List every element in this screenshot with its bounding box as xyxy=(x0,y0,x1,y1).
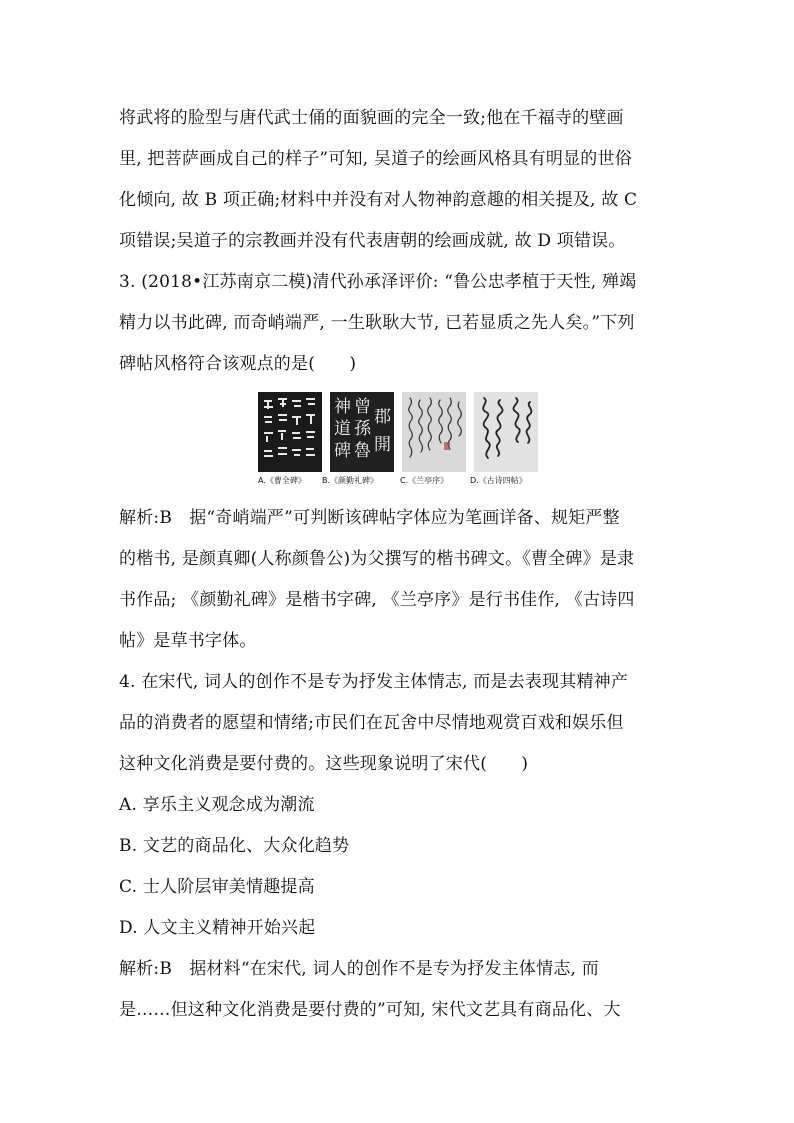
text-line: 碑帖风格符合该观点的是( ) xyxy=(119,354,357,374)
option-b: B. 文艺的商品化、大众化趋势 xyxy=(119,836,350,856)
caption-d: D.《古诗四帖》 xyxy=(470,476,527,485)
option-c: C. 士人阶层审美情趣提高 xyxy=(119,877,315,897)
answer-analysis-4: 解析:B 据材料“在宋代, 词人的创作不是专为抒发主体情志, 而 xyxy=(119,959,599,979)
text-line: 品的消费者的愿望和情绪;市民们在瓦舍中尽情地观赏百戏和娱乐但 xyxy=(119,713,624,733)
option-a: A. 享乐主义观念成为潮流 xyxy=(119,795,315,815)
text-line: 是……但这种文化消费是要付费的”可知, 宋代文艺具有商品化、大 xyxy=(119,1000,621,1020)
stele-glyph: 開 xyxy=(374,435,391,455)
caption-a: A.《曹全碑》 xyxy=(258,476,306,485)
image-yan-qin-li-stele xyxy=(330,392,394,472)
image-four-ancient-poems xyxy=(474,392,538,472)
text-line: 这种文化消费是要付费的。这些现象说明了宋代( ) xyxy=(119,754,529,774)
caption-c: C.《兰亭序》 xyxy=(400,476,449,485)
calligraphy-figure xyxy=(258,392,538,504)
answer-analysis-3: 解析:B 据“奇峭端严”可判断该碑帖字体应为笔画详备、规矩严整 xyxy=(119,508,620,528)
text-line: 里, 把菩萨画成自己的样子”可知, 吴道子的绘画风格具有明显的世俗 xyxy=(119,149,632,169)
image-lanting-preface xyxy=(402,392,466,472)
stele-glyph: 曾 xyxy=(354,397,371,417)
image-cao-quan-stele xyxy=(258,392,322,472)
option-d: D. 人文主义精神开始兴起 xyxy=(119,918,316,938)
text-line: 精力以书此碑, 而奇峭端严, 一生耿耿大节, 已若显质之先人矣。”下列 xyxy=(119,313,635,333)
caption-b: B.《颜勤礼碑》 xyxy=(322,476,379,485)
text-line: 项错误;吴道子的宗教画并没有代表唐朝的绘画成就, 故 D 项错误。 xyxy=(119,231,626,251)
text-line: 化倾向, 故 B 项正确;材料中并没有对人物神韵意趣的相关提及, 故 C xyxy=(119,190,638,210)
question-4-stem: 4. 在宋代, 词人的创作不是专为抒发主体情志, 而是去表现其精神产 xyxy=(119,672,629,692)
question-3-stem: 3. (2018•江苏南京二模)清代孙承泽评价: “鲁公忠孝植于天性, 殚竭 xyxy=(119,272,637,292)
text-line: 将武将的脸型与唐代武士俑的面貌画的完全一致;他在千福寺的壁画 xyxy=(119,108,624,128)
text-line: 书作品; 《颜勤礼碑》是楷书字碑, 《兰亭序》是行书佳作, 《古诗四 xyxy=(119,590,635,610)
stele-glyph: 孫 xyxy=(354,419,371,439)
text-line: 的楷书, 是颜真卿(人称颜鲁公)为父撰写的楷书碑文。《曹全碑》是隶 xyxy=(119,549,635,569)
stele-glyph: 魯 xyxy=(354,441,371,461)
stele-glyph: 神 xyxy=(334,397,351,417)
stele-glyph: 郡 xyxy=(374,407,391,427)
text-line: 帖》是草书字体。 xyxy=(119,631,257,651)
stele-glyph: 碑 xyxy=(334,441,351,461)
stele-glyph: 道 xyxy=(334,419,351,439)
